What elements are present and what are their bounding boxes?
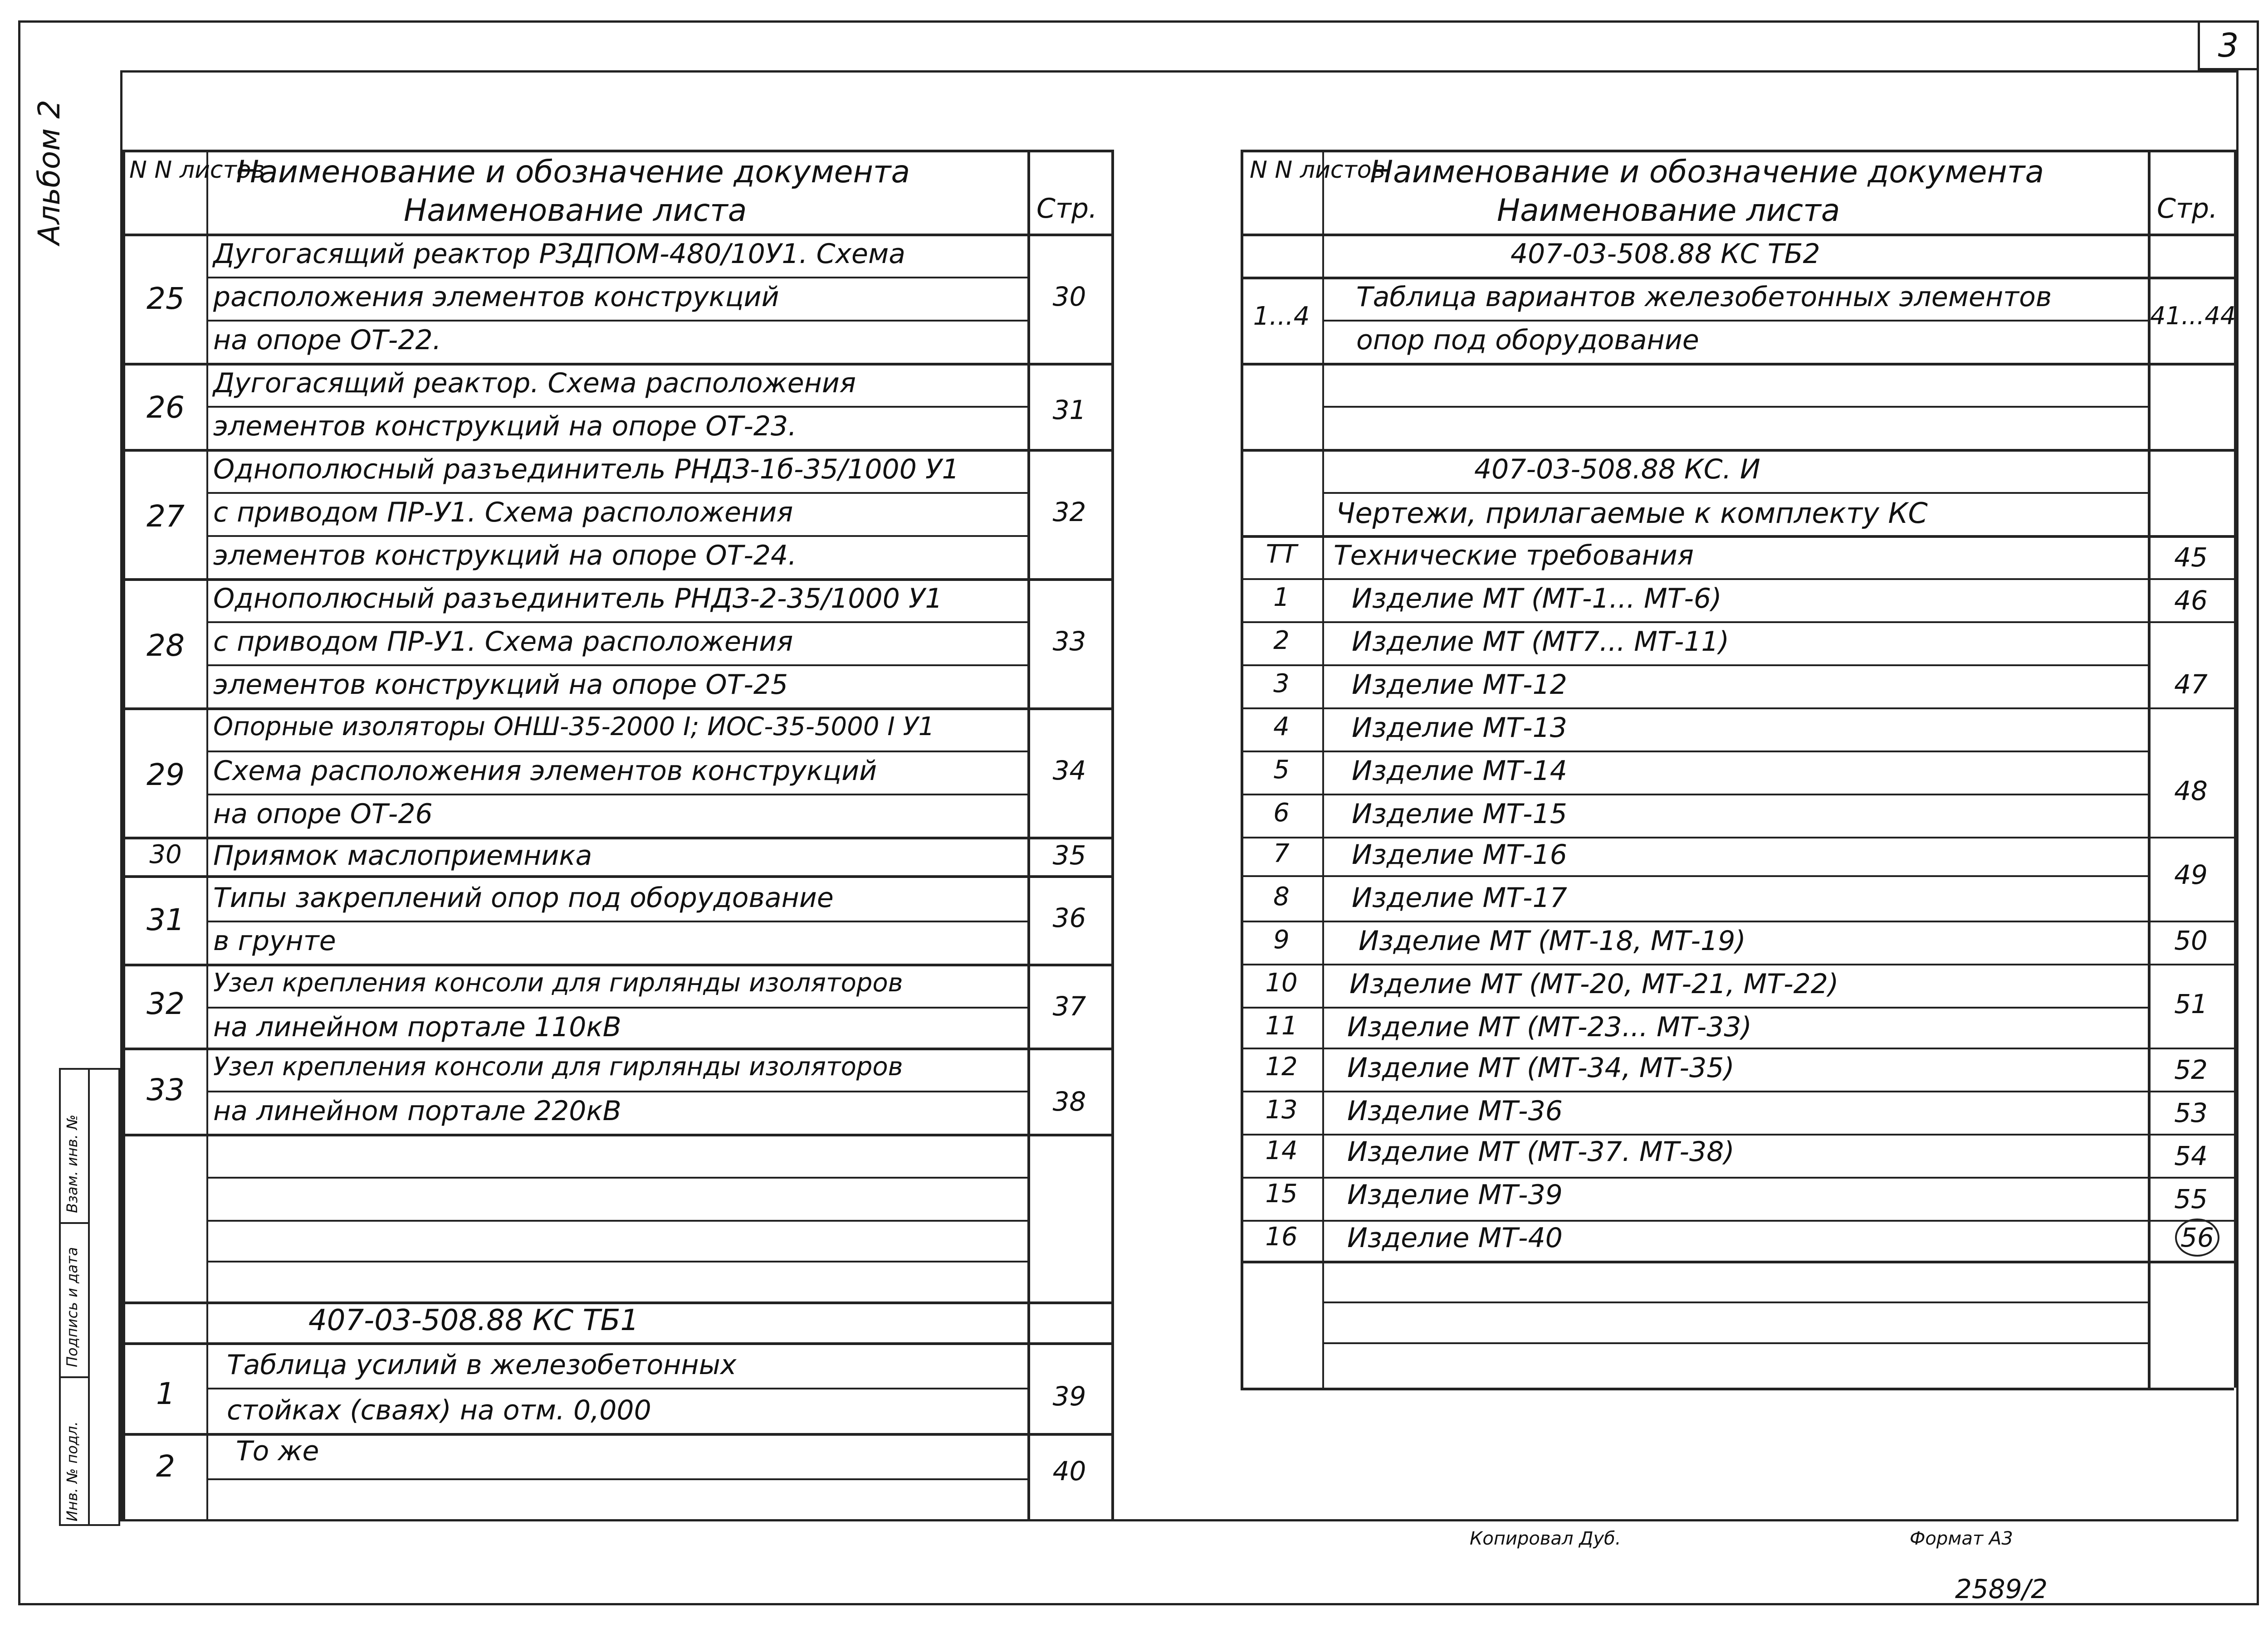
row-text: опор под оборудование	[1356, 324, 1699, 356]
row-page: 51	[2174, 989, 2208, 1019]
row-page: 30	[1052, 281, 1086, 312]
row-number: 8	[1273, 882, 1290, 911]
row-text: Узел крепления консоли для гирлянды изоляторов	[213, 968, 903, 998]
row-text: Дугогасящий реактор РЗДПОМ-480/10У1. Схема	[213, 238, 905, 270]
row-number: 4	[1273, 712, 1290, 741]
row-text: Типы закреплений опор под оборудование	[213, 882, 834, 914]
right-section-2-subtitle: Чертежи, прилагаемые к комплекту КС	[1336, 497, 1928, 530]
row-text: на линейном портале 220кВ	[213, 1095, 621, 1127]
row-page: 53	[2174, 1097, 2208, 1128]
row-page: 34	[1052, 755, 1086, 786]
row-number: 1	[156, 1376, 175, 1411]
row-text: Изделие МТ-39	[1347, 1179, 1563, 1211]
row-text: на линейном портале 110кВ	[213, 1011, 621, 1043]
row-number: 16	[1265, 1222, 1298, 1252]
row-text: Изделие МТ-36	[1347, 1095, 1563, 1127]
row-page: 38	[1052, 1086, 1086, 1117]
album-label: Альбом 2	[32, 99, 67, 245]
left-header-title: Наименование и обозначение документа	[236, 154, 910, 190]
row-number: 10	[1265, 968, 1298, 998]
row-number: 33	[147, 1072, 185, 1107]
page-number: 3	[2198, 20, 2259, 70]
row-page: 41...44	[2150, 302, 2236, 330]
right-section-2-title: 407-03-508.88 КС. И	[1474, 453, 1760, 485]
row-number: 27	[147, 499, 185, 534]
row-number: 32	[147, 986, 185, 1021]
row-page: 50	[2174, 925, 2208, 956]
row-number: 9	[1273, 925, 1290, 955]
row-text: Приямок маслоприемника	[213, 840, 592, 872]
row-page: 55	[2174, 1184, 2208, 1214]
row-page: 54	[2174, 1141, 2208, 1171]
row-number: 1...4	[1253, 302, 1310, 331]
row-text: Технические требования	[1334, 540, 1694, 571]
footer-copied: Копировал Дуб.	[1470, 1528, 1621, 1549]
row-text: Изделие МТ-17	[1352, 882, 1567, 914]
right-header-title: Наименование и обозначение документа	[1370, 154, 2044, 190]
row-text: Изделие МТ (МТ-1... МТ-6)	[1352, 583, 1722, 614]
row-text: на опоре ОТ-22.	[213, 324, 441, 356]
row-text: Таблица усилий в железобетонных	[227, 1349, 737, 1381]
row-number: 30	[149, 840, 182, 869]
row-page: 31	[1052, 395, 1086, 425]
row-text: Таблица вариантов железобетонных элементов	[1356, 281, 2052, 313]
row-text: стойках (сваях) на отм. 0,000	[227, 1394, 651, 1426]
row-number: 15	[1265, 1179, 1298, 1209]
row-number: 25	[147, 281, 185, 316]
row-page: 56	[2175, 1219, 2219, 1257]
row-text: Изделие МТ-40	[1347, 1222, 1563, 1254]
row-page: 47	[2174, 669, 2208, 700]
row-text: Изделие МТ (МТ-18, МТ-19)	[1359, 925, 1746, 957]
row-number: 1	[1273, 583, 1290, 612]
row-text: Изделие МТ (МТ-37. МТ-38)	[1347, 1136, 1735, 1168]
row-text: Изделие МТ (МТ-20, МТ-21, МТ-22)	[1349, 968, 1839, 1000]
row-number: 7	[1273, 839, 1290, 868]
row-text: Изделие МТ-14	[1352, 755, 1567, 787]
row-text: Дугогасящий реактор. Схема расположения	[213, 367, 856, 399]
row-number: 2	[1273, 626, 1290, 655]
row-text: на опоре ОТ-26	[213, 798, 433, 830]
left-header-nn: N N листов	[129, 156, 265, 184]
row-text: Однополюсный разъединитель РНДЗ-2-35/1000 У1	[213, 583, 943, 614]
row-text: Изделие МТ-16	[1352, 839, 1567, 871]
row-text: элементов конструкций на опоре ОТ-24.	[213, 540, 797, 571]
row-text: Опорные изоляторы ОНШ-35-2000 I; ИОС-35-5000 I У1	[213, 712, 935, 741]
row-text: элементов конструкций на опоре ОТ-25	[213, 669, 788, 701]
row-number: 31	[147, 902, 185, 937]
row-number: 3	[1273, 669, 1290, 698]
row-number: 6	[1273, 798, 1290, 828]
row-number: 29	[147, 757, 185, 792]
row-page: 39	[1052, 1381, 1086, 1412]
row-page: 35	[1052, 840, 1086, 871]
row-page: 52	[2174, 1054, 2208, 1085]
row-page: 33	[1052, 626, 1086, 657]
footer-format: Формат А3	[1910, 1528, 2013, 1549]
row-page: 40	[1052, 1456, 1086, 1487]
row-text: в грунте	[213, 925, 336, 957]
row-number: 13	[1265, 1095, 1298, 1125]
row-number: 28	[147, 628, 185, 663]
right-header-nn: N N листов	[1250, 156, 1386, 184]
row-number: 12	[1265, 1052, 1298, 1082]
row-page: 32	[1052, 497, 1086, 527]
stamp-replace-label: Взам. инв. №	[64, 1114, 81, 1213]
row-page: 48	[2174, 775, 2208, 806]
row-text: Изделие МТ-15	[1352, 798, 1567, 830]
footer-code: 2589/2	[1955, 1574, 2048, 1604]
row-number: 11	[1265, 1011, 1298, 1041]
row-number: 5	[1273, 755, 1290, 785]
row-text: Схема расположения элементов конструкций	[213, 755, 877, 787]
right-header-subtitle: Наименование листа	[1497, 193, 1840, 229]
stamp-inv-label: Инв. № подл.	[64, 1421, 81, 1521]
row-page: 37	[1052, 991, 1086, 1022]
right-section-1-title: 407-03-508.88 КС ТБ2	[1510, 238, 1820, 270]
row-text: Изделие МТ-13	[1352, 712, 1567, 744]
row-page: 46	[2174, 585, 2208, 616]
row-page-circled	[2175, 1222, 2214, 1253]
right-header-page: Стр.	[2157, 193, 2218, 224]
row-text: расположения элементов конструкций	[213, 281, 779, 313]
row-text: Узел крепления консоли для гирлянды изоляторов	[213, 1052, 903, 1082]
row-number: 2	[156, 1449, 175, 1484]
left-section-title: 407-03-508.88 КС ТБ1	[308, 1304, 639, 1337]
row-text: То же	[236, 1435, 319, 1467]
row-page: 36	[1052, 902, 1086, 933]
row-text: с приводом ПР-У1. Схема расположения	[213, 626, 793, 658]
stamp-sign-label: Подпись и дата	[64, 1247, 81, 1367]
row-page: 45	[2174, 542, 2208, 573]
row-text: с приводом ПР-У1. Схема расположения	[213, 497, 793, 528]
row-number: 14	[1265, 1136, 1298, 1165]
row-text: Изделие МТ (МТ-34, МТ-35)	[1347, 1052, 1735, 1084]
left-header-page: Стр.	[1036, 193, 1098, 224]
row-page: 49	[2174, 859, 2208, 890]
row-text: Однополюсный разъединитель РНДЗ-1б-35/1000 У1	[213, 453, 959, 485]
row-text: Изделие МТ (МТ-23... МТ-33)	[1347, 1011, 1752, 1043]
left-header-subtitle: Наименование листа	[404, 193, 747, 229]
row-text: Изделие МТ (МТ7... МТ-11)	[1352, 626, 1730, 658]
row-number: 26	[147, 390, 185, 425]
row-number: ТТ	[1266, 540, 1297, 569]
row-text: элементов конструкций на опоре ОТ-23.	[213, 410, 797, 442]
row-text: Изделие МТ-12	[1352, 669, 1567, 701]
